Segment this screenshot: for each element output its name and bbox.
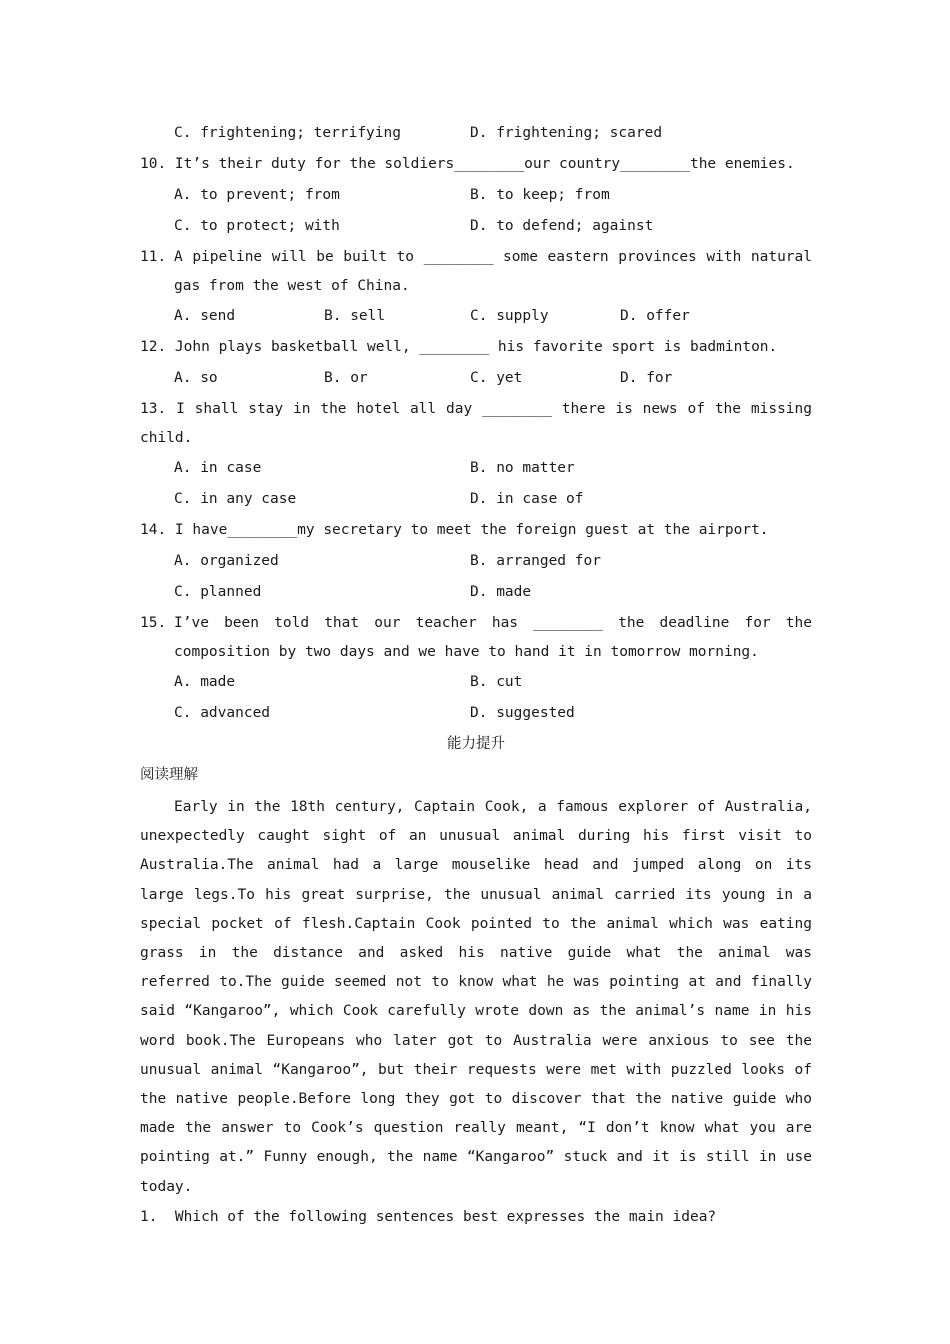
q13-options-row-2 [140, 484, 812, 515]
q15-option-b: B. cut [470, 674, 523, 690]
q13-option-a: A. in case [174, 460, 262, 476]
reading-label: 阅读理解 [140, 767, 198, 783]
q15-option-a: A. made [174, 674, 236, 690]
q12-options-row [140, 363, 812, 394]
q12-option-c: C. yet [470, 370, 523, 386]
document-page [140, 118, 812, 1233]
q10-option-d: D. to defend; against [470, 218, 654, 234]
q10-option-a: A. to prevent; from [174, 187, 340, 203]
q13-option-d: D. in case of [470, 491, 584, 507]
section-title: 能力提升 [447, 736, 505, 752]
q11-options-row [140, 301, 812, 332]
reading-question-1: 1. Which of the following sentences best expresses the main idea? [140, 1208, 717, 1225]
q11-option-a: A. send [174, 308, 236, 324]
q14-option-b: B. arranged for [470, 553, 601, 569]
q15-option-d: D. suggested [470, 705, 575, 721]
q15-text: I’ve been told that our teacher has ________ the deadline for the composition by two days and we have to hand it in tomorrow morning. [174, 615, 812, 660]
q12-option-a: A. so [174, 370, 218, 386]
q12-option-d: D. for [620, 370, 673, 386]
q9-options-row-2 [140, 118, 812, 149]
q11-text: A pipeline will be built to ________ some eastern provinces with natural gas from the west of China. [174, 249, 812, 294]
q10-options-row-1 [140, 180, 812, 211]
q15-stem [140, 609, 812, 667]
q12-stem: 12. John plays basketball well, ________ his favorite sport is badminton. [140, 339, 778, 355]
q14-option-a: A. organized [174, 553, 279, 569]
q9-option-d: D. frightening; scared [470, 125, 663, 141]
q10-options-row-2 [140, 211, 812, 242]
q14-option-d: D. made [470, 584, 532, 600]
reading-passage: Early in the 18th century, Captain Cook, a famous explorer of Australia, unexpectedly caught sight of an unusual animal during his first visit to Australia.The animal had a large mouselike head and jumped along on its large legs.To his great surprise, the unusual animal carried its young in a special pocket of flesh.Captain Cook pointed to the animal which was eating grass in the distance and asked his native guide what the animal was referred to.The guide seemed not to know what he was pointing at and finally said “Kangaroo”, which Cook carefully wrote down as the animal’s name in his word book.The Europeans who later got to Australia were anxious to see the unusual animal “Kangaroo”, but their requests were met with puzzled looks of the native people.Before long they got to discover that the native guide who made the answer to Cook’s question really meant, “I don’t know what you are pointing at.” Funny enough, the name “Kangaroo” stuck and it is still in use today. [140, 799, 812, 1195]
q14-options-row-1 [140, 546, 812, 577]
q14-option-c: C. planned [174, 584, 262, 600]
q12-option-b: B. or [324, 370, 368, 386]
q11-option-b: B. sell [324, 308, 386, 324]
q11-option-c: C. supply [470, 308, 549, 324]
q15-option-c: C. advanced [174, 705, 271, 721]
q13-option-b: B. no matter [470, 460, 575, 476]
q15-number: 15. [140, 615, 167, 631]
q15-options-row-1 [140, 667, 812, 698]
q13-option-c: C. in any case [174, 491, 297, 507]
q14-options-row-2 [140, 577, 812, 608]
q14-stem: 14. I have________my secretary to meet the foreign guest at the airport. [140, 522, 769, 538]
q15-options-row-2 [140, 698, 812, 729]
q11-option-d: D. offer [620, 308, 690, 324]
q13-stem: 13. I shall stay in the hotel all day ________ there is news of the missing child. [140, 401, 812, 446]
q11-number: 11. [140, 249, 167, 265]
q10-option-c: C. to protect; with [174, 218, 340, 234]
q11-stem [140, 243, 812, 301]
q10-stem: 10. It’s their duty for the soldiers________our country________the enemies. [140, 156, 795, 172]
q9-option-c: C. frightening; terrifying [174, 125, 401, 141]
q10-option-b: B. to keep; from [470, 187, 610, 203]
q13-options-row-1 [140, 453, 812, 484]
